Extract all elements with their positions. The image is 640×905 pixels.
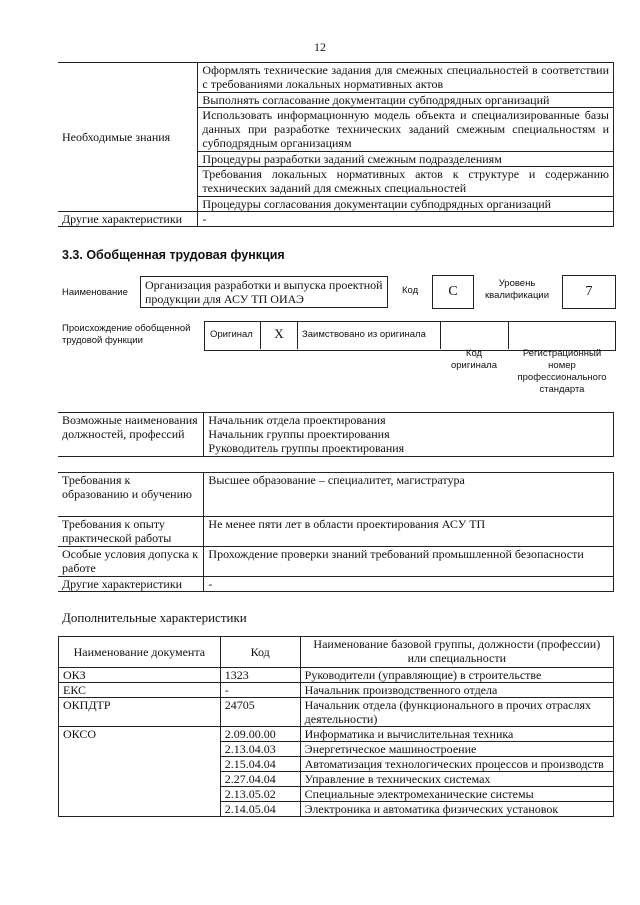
level-label: Уровень квалификации [484,278,550,301]
knowledge-row: Оформлять технические задания для смежных специальностей в соответствии с требованиями локальных нормативных актов [198,63,614,93]
original-label: Оригинал [210,329,253,340]
header-code: Код [220,637,300,668]
knowledge-row: Требования локальных нормативных актов к структуре и содержанию технических заданий для смежных специальностей [198,167,614,197]
name-label: Наименование [62,287,128,298]
code-cell: 2.13.05.02 [220,787,300,802]
positions-table [58,412,614,457]
name-cell: Энергетическое машиностроение [300,742,613,757]
doc-cell: ОКПДТР [59,698,221,727]
requirement-label: Требования к образованию и обучению [58,473,204,517]
position-item: Начальник отдела проектирования [208,413,386,427]
borrowed-label: Заимствовано из оригинала [302,329,426,340]
name-cell: Электроника и автоматика физических установок [300,802,613,817]
code-cell: - [220,683,300,698]
code-cell: 1323 [220,668,300,683]
requirement-label: Особые условия допуска к работе [58,547,204,577]
code-cell: 2.13.04.03 [220,742,300,757]
name-cell: Специальные электромеханические системы [300,787,613,802]
knowledge-row: Процедуры согласования документации субподрядных организаций [198,197,614,212]
positions-label: Возможные наименования должностей, профессий [58,413,204,457]
reg-number-caption: Регистрационный номер профессионального стандарта [517,348,607,395]
name-cell: Руководители (управляющие) в строительстве [300,668,613,683]
original-mark: X [274,326,284,341]
name-cell: Начальник отдела (функционального в прочих отраслях деятельности) [300,698,613,727]
code-cell: 2.14.05.04 [220,802,300,817]
additional-heading: Дополнительные характеристики [62,610,247,625]
additional-table [58,636,614,817]
requirement-value: Не менее пяти лет в области проектирования АСУ ТП [204,517,614,547]
knowledge-row: Выполнять согласование документации субподрядных организаций [198,93,614,108]
code-cell: 2.09.00.00 [220,727,300,742]
knowledge-row: Процедуры разработки заданий смежным подразделениям [198,152,614,167]
level-value: 7 [562,275,616,309]
requirement-value: - [204,577,614,592]
requirement-value: Прохождение проверки знаний требований промышленной безопасности [204,547,614,577]
doc-cell: ОКЗ [59,668,221,683]
knowledge-row: Использовать информационную модель объекта и специализированные базы данных при разработке технических заданий смежным специальностям и субподрядным организациям [198,108,614,152]
requirements-table [58,472,614,592]
other-characteristics-value: - [198,212,614,227]
knowledge-table [58,62,614,227]
page-number: 12 [314,40,326,54]
position-item: Начальник группы проектирования [208,427,390,441]
header-name: Наименование базовой группы, должности (профессии) или специальности [300,637,613,668]
position-item: Руководитель группы проектирования [208,441,405,455]
doc-cell: ОКСО [59,727,221,817]
name-cell: Управление в технических системах [300,772,613,787]
code-cell: 24705 [220,698,300,727]
doc-cell: ЕКС [59,683,221,698]
header-document: Наименование документа [59,637,221,668]
section-title: 3.3. Обобщенная трудовая функция [62,248,285,262]
code-caption: Код оригинала [450,348,497,371]
code-label: Код [402,285,419,296]
requirement-label: Другие характеристики [58,577,204,592]
code-cell: 2.15.04.04 [220,757,300,772]
knowledge-label: Необходимые знания [58,63,198,212]
requirement-label: Требования к опыту практической работы [58,517,204,547]
origin-label: Происхождение обобщенной трудовой функции [62,323,191,346]
requirement-value: Высшее образование – специалитет, магистратура [204,473,614,517]
code-value: C [432,275,474,309]
code-cell: 2.27.04.04 [220,772,300,787]
name-cell: Начальник производственного отдела [300,683,613,698]
name-cell: Информатика и вычислительная техника [300,727,613,742]
name-cell: Автоматизация технологических процессов и производств [300,757,613,772]
other-characteristics-label: Другие характеристики [58,212,198,227]
function-name-value: Организация разработки и выпуска проектной продукции для АСУ ТП ОИАЭ [140,276,388,308]
